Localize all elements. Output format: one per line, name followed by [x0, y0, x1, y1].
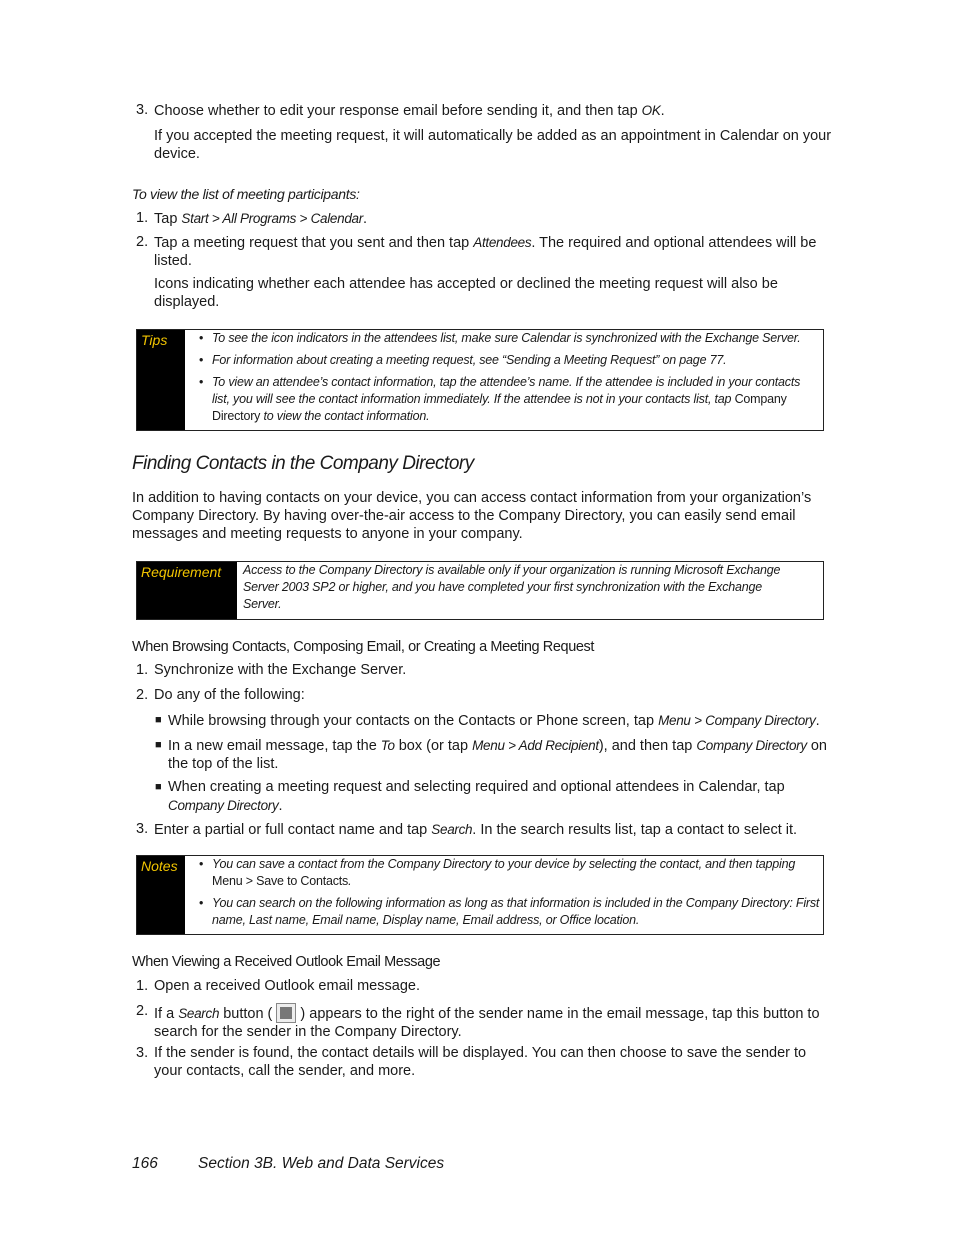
step-text: Choose whether to edit your response email before sending it, and then tap — [154, 103, 642, 119]
step-text: ) appears to the right of the sender name in the email message, tap this button to search for the sender in the Company Directory. — [154, 1006, 820, 1040]
view-step-1 — [136, 978, 836, 996]
bullet: • — [199, 896, 204, 910]
ui-search: Search — [431, 822, 473, 837]
proc-step-1 — [136, 210, 836, 229]
note-item — [199, 895, 820, 929]
ui-path-calendar: Start > All Programs > Calendar — [181, 211, 363, 226]
step-number: 2. — [136, 1003, 149, 1019]
bullet-text: box (or tap — [394, 738, 473, 754]
tip-text-end: to view the contact information. — [260, 409, 430, 423]
section-title: Section 3B. Web and Data Services — [198, 1155, 445, 1172]
tips-label: Tips — [137, 330, 185, 430]
tip-item — [199, 330, 820, 347]
view-step-3 — [136, 1045, 836, 1080]
note-text-end: . — [348, 874, 352, 888]
step-text: If the sender is found, the contact details will be displayed. You can then choose to save the sender to your contacts, call the sender, and more. — [154, 1045, 807, 1079]
bullet-text: While browsing through your contacts on the Contacts or Phone screen, tap — [168, 713, 659, 729]
bullet-text-end: . — [815, 713, 820, 729]
notes-box — [136, 855, 824, 935]
browse-bullet-contacts — [155, 712, 839, 731]
browse-step-1 — [136, 662, 836, 680]
section-heading: Finding Contacts in the Company Directory — [132, 453, 474, 474]
step-number: 1. — [136, 662, 149, 678]
note-item — [199, 856, 820, 890]
requirement-box — [136, 561, 824, 620]
ui-company-directory: Company Directory — [212, 392, 787, 423]
step-text-end: . The required and optional attendees will be listed. — [154, 235, 817, 269]
step-text: Do any of the following: — [154, 687, 305, 703]
ui-ok: OK — [641, 103, 661, 118]
step-number: 1. — [136, 978, 149, 994]
browse-step-3 — [136, 821, 836, 840]
note-text: You can save a contact from the Company Directory to your device by selecting the contact, and then tapping — [212, 857, 796, 871]
viewing-heading: When Viewing a Received Outlook Email Message — [132, 954, 441, 970]
requirement-text: Access to the Company Directory is available only if your organization is running Microsoft Exchange Server 2003 SP2 or higher, and you have completed your first synchronization with the Exchange Server. — [243, 563, 781, 611]
step-text-end: . — [660, 103, 665, 119]
bullet: • — [199, 857, 204, 871]
ui-company-directory: Company Directory — [168, 797, 279, 813]
intro-paragraph: In addition to having contacts on your device, you can access contact information from your organization’s Company Directory. By having over-the-air access to the Company Directory, you can easily send email messages and meeting requests to anyone in your company. — [132, 490, 812, 542]
browse-bullet-meeting — [155, 779, 839, 815]
tip-item — [199, 374, 820, 425]
bullet-text-end: on the top of the list. — [168, 738, 827, 772]
bullet-text: When creating a meeting request and selecting required and optional attendees in Calendar, tap — [168, 779, 785, 795]
bullet: • — [199, 331, 204, 345]
requirement-label: Requirement — [137, 562, 237, 619]
ui-company-directory: Company Directory — [696, 738, 807, 753]
ui-add-recipient: Menu > Add Recipient — [472, 738, 599, 753]
square-bullet-icon: ■ — [155, 714, 162, 726]
step-number: 3. — [136, 102, 149, 118]
proc-step-2 — [136, 234, 836, 270]
step-number: 2. — [136, 234, 149, 250]
tip-text: For information about creating a meeting request, see “Sending a Meeting Request” on page 77. — [212, 353, 727, 367]
browsing-heading: When Browsing Contacts, Composing Email, or Creating a Meeting Request — [132, 639, 595, 655]
step-text-end: . — [362, 211, 367, 227]
browse-step-2 — [136, 687, 836, 705]
accepted-paragraph: If you accepted the meeting request, it will automatically be added as an appointment in Calendar on your device. — [154, 128, 832, 162]
square-bullet-icon: ■ — [155, 781, 162, 793]
ui-menu-company-directory: Menu > Company Directory — [658, 713, 816, 728]
bullet: • — [199, 375, 204, 389]
step-text-end: . In the search results list, tap a contact to select it. — [472, 822, 798, 838]
browse-bullet-email — [155, 737, 839, 773]
step-number: 3. — [136, 821, 149, 837]
step-text: Tap — [154, 211, 182, 227]
ui-search: Search — [178, 1006, 220, 1021]
tip-item — [199, 352, 820, 369]
ui-attendees: Attendees — [473, 235, 532, 250]
procedure-heading: To view the list of meeting participants: — [132, 186, 360, 202]
bullet-text-end: . — [278, 797, 283, 814]
step-number: 2. — [136, 687, 149, 703]
icons-paragraph: Icons indicating whether each attendee has accepted or declined the meeting request will also be displayed. — [154, 276, 778, 310]
note-text: You can search on the following information as long as that information is included in the Company Directory: First name, Last name, Email name, Display name, Email address, or Office location. — [212, 896, 820, 927]
step-text: Enter a partial or full contact name and tap — [154, 822, 432, 838]
bullet: • — [199, 353, 204, 367]
step-text: Open a received Outlook email message. — [154, 978, 420, 994]
step-text: Synchronize with the Exchange Server. — [154, 662, 407, 678]
ui-save-to-contacts: Menu > Save to Contacts — [212, 874, 349, 888]
page-number: 166 — [132, 1155, 158, 1172]
step-number: 1. — [136, 210, 149, 226]
step-text: Tap a meeting request that you sent and then tap — [154, 235, 474, 251]
step-text: If a — [154, 1006, 179, 1022]
square-bullet-icon: ■ — [155, 739, 162, 751]
bullet-text: In a new email message, tap the — [168, 738, 381, 754]
step-choose-edit — [136, 102, 836, 121]
step-text: button ( — [219, 1006, 277, 1022]
view-step-2 — [136, 1003, 836, 1041]
bullet-text: ), and then tap — [598, 738, 697, 754]
tips-box — [136, 329, 824, 431]
ui-to: To — [380, 738, 395, 753]
notes-label: Notes — [137, 856, 185, 934]
tip-text: To view an attendee’s contact information, tap the attendee’s name. If the attendee is included in your contacts list, you will see the contact information immediately. If the attendee is not in your contacts list, tap — [212, 375, 801, 406]
search-button-icon — [276, 1003, 296, 1023]
tip-text: To see the icon indicators in the attendees list, make sure Calendar is synchronized with the Exchange Server. — [212, 331, 801, 345]
step-number: 3. — [136, 1045, 149, 1061]
